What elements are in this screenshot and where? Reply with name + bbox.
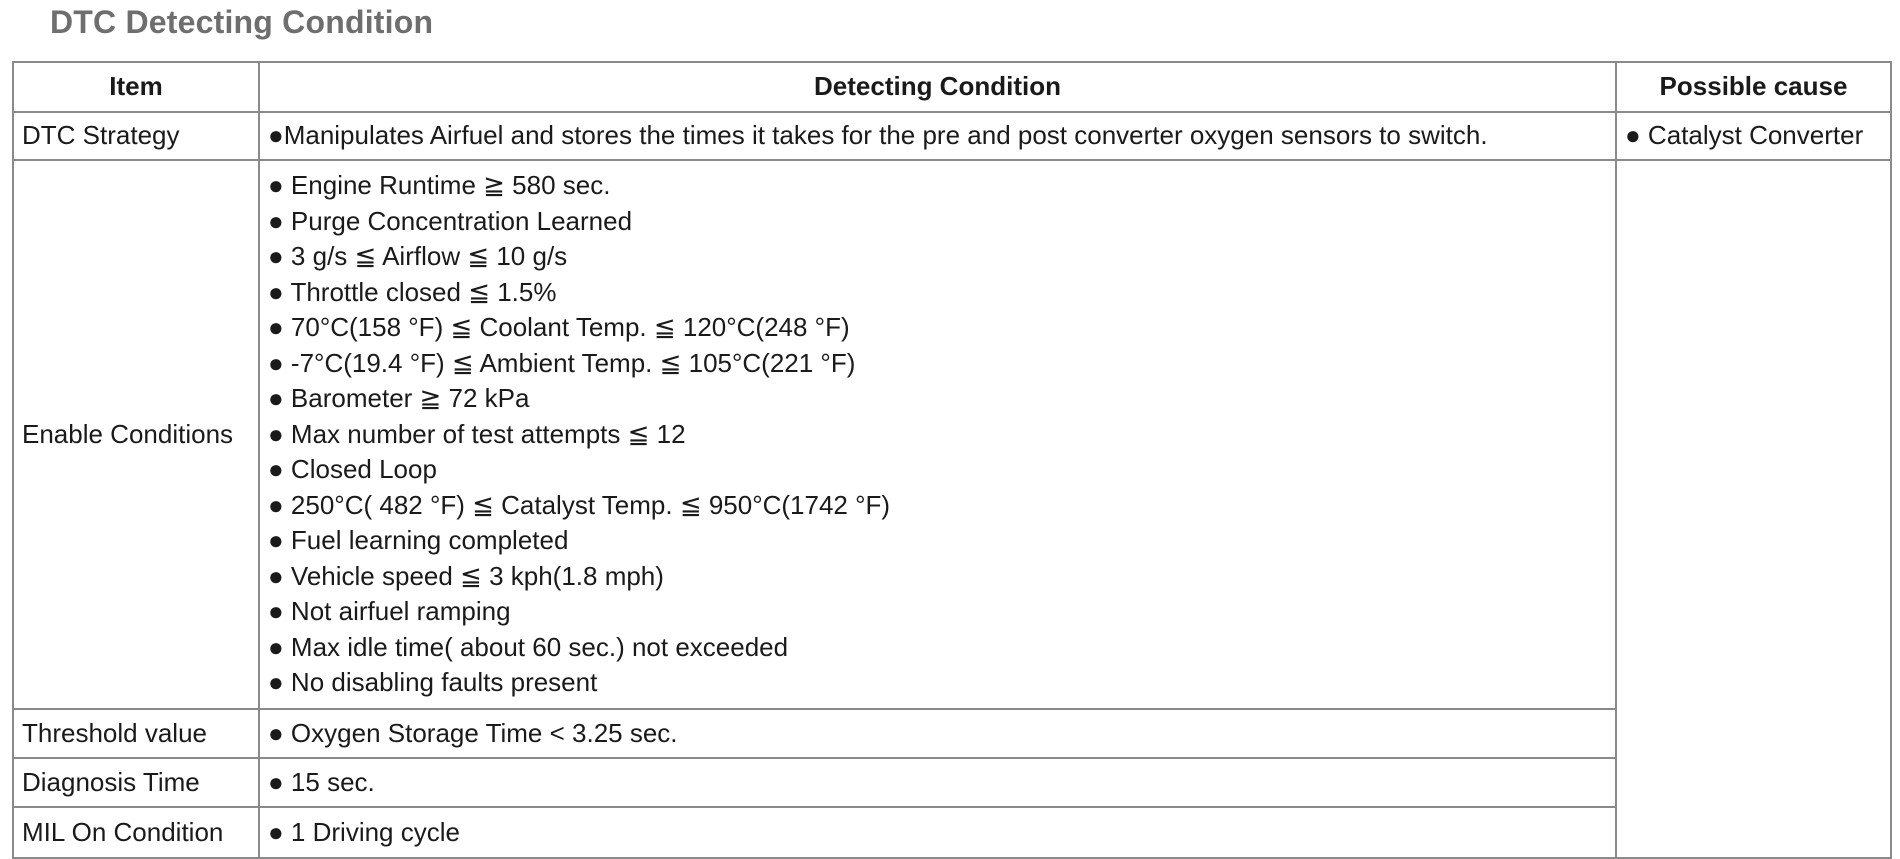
dtc-condition-table [12, 61, 1892, 859]
enable-conditions-list [268, 168, 1607, 701]
table-row-mil-on-condition [13, 807, 1891, 858]
item-enable-conditions: Enable Conditions [13, 160, 259, 709]
list-item: ● -7°C(19.4 °F) ≦ Ambient Temp. ≦ 105°C(221 °F) [268, 347, 856, 378]
list-item: ● Closed Loop [268, 454, 437, 484]
list-item: ● Fuel learning completed [268, 525, 569, 555]
list-item: ● 3 g/s ≦ Airflow ≦ 10 g/s [268, 241, 568, 271]
list-item: ● 250°C( 482 °F) ≦ Catalyst Temp. ≦ 950°C(1742 °F) [268, 489, 891, 520]
table-header-row [13, 62, 1891, 112]
header-item: Item [13, 62, 259, 112]
header-detecting-condition: Detecting Condition [259, 62, 1616, 112]
item-threshold-value: Threshold value [13, 709, 259, 758]
condition-mil-on-condition: ● 1 Driving cycle [259, 807, 1616, 858]
cause-catalyst-converter: ● Catalyst Converter [1616, 112, 1891, 160]
list-item: ● Barometer ≧ 72 kPa [268, 383, 530, 413]
item-dtc-strategy: DTC Strategy [13, 112, 259, 160]
page-title: DTC Detecting Condition [50, 4, 434, 40]
list-item: ● Purge Concentration Learned [268, 205, 633, 236]
list-item: ● 70°C(158 °F) ≦ Coolant Temp. ≦ 120°C(248 °F) [268, 312, 850, 342]
item-diagnosis-time: Diagnosis Time [13, 758, 259, 807]
header-possible-cause: Possible cause [1616, 62, 1891, 112]
list-item: ● Engine Runtime ≧ 580 sec. [268, 170, 611, 200]
table-row-enable-conditions [13, 160, 1891, 709]
table-row-diagnosis-time [13, 758, 1891, 807]
condition-dtc-strategy: ●Manipulates Airfuel and stores the times it takes for the pre and post converter oxygen sensors to switch. [259, 112, 1616, 160]
item-mil-on-condition: MIL On Condition [13, 807, 259, 858]
list-item: ● No disabling faults present [268, 667, 598, 697]
list-item: ● Max idle time( about 60 sec.) not exceeded [268, 631, 789, 662]
condition-enable-conditions [259, 160, 1616, 709]
table-row-dtc-strategy [13, 112, 1891, 160]
list-item: ● Max number of test attempts ≦ 12 [268, 418, 686, 449]
list-item: ● Vehicle speed ≦ 3 kph(1.8 mph) [268, 560, 664, 591]
cause-empty-cell [1616, 160, 1891, 858]
condition-threshold-value: ● Oxygen Storage Time < 3.25 sec. [259, 709, 1616, 758]
table-row-threshold-value [13, 709, 1891, 758]
list-item: ● Throttle closed ≦ 1.5% [268, 276, 557, 307]
list-item: ● Not airfuel ramping [268, 596, 511, 626]
condition-diagnosis-time: ● 15 sec. [259, 758, 1616, 807]
